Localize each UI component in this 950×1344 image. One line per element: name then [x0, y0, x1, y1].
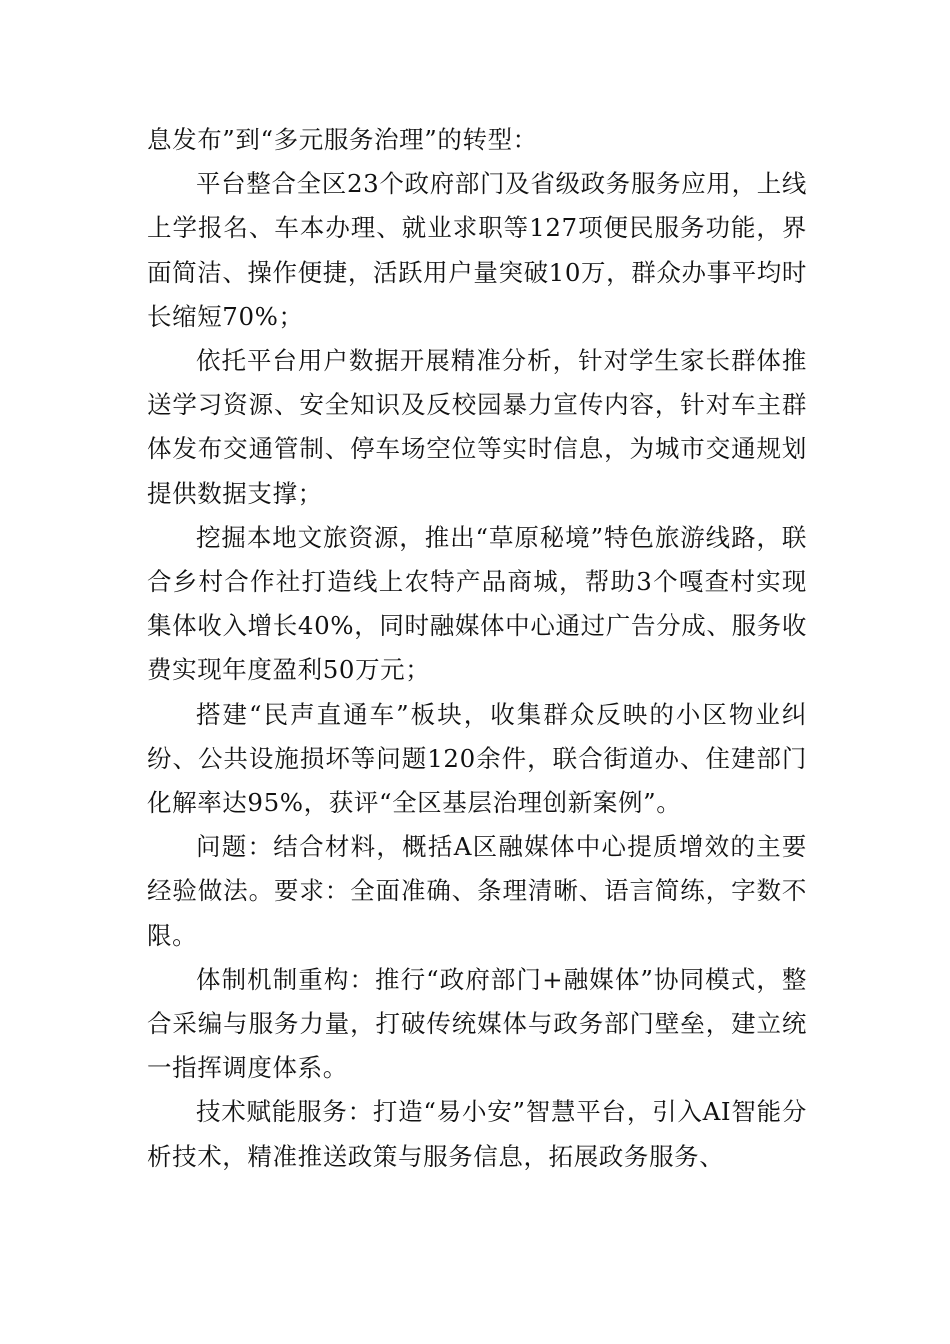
document-body [147, 118, 807, 1179]
answer-point-1: 体制机制重构：推行“政府部门+融媒体”协同模式，整合采编与服务力量，打破传统媒体与政务部门壁垒，建立统一指挥调度体系。 [147, 964, 807, 1083]
answer-point-2: 技术赋能服务：打造“易小安”智慧平台，引入AI智能分析技术，精准推送政策与服务信息，拓展政务服务、 [147, 1097, 807, 1171]
paragraph-4: 挖掘本地文旅资源，推出“草原秘境”特色旅游线路，联合乡村合作社打造线上农特产品商城，帮助3个嘎查村实现集体收入增长40%，同时融媒体中心通过广告分成、服务收费实现年度盈利50万元； [147, 522, 807, 685]
paragraph-2: 平台整合全区23个政府部门及省级政务服务应用，上线上学报名、车本办理、就业求职等127项便民服务功能，界面简洁、操作便捷，活跃用户量突破10万，群众办事平均时长缩短70%； [147, 169, 807, 331]
question-paragraph: 问题：结合材料，概括A区融媒体中心提质增效的主要经验做法。要求：全面准确、条理清晰、语言简练，字数不限。 [147, 832, 807, 950]
paragraph-3: 依托平台用户数据开展精准分析，针对学生家长群体推送学习资源、安全知识及反校园暴力宣传内容，针对车主群体发布交通管制、停车场空位等实时信息，为城市交通规划提供数据支撑； [147, 346, 807, 508]
paragraph-1: 息发布”到“多元服务治理”的转型： [147, 125, 538, 154]
paragraph-5: 搭建“民声直通车”板块，收集群众反映的小区物业纠纷、公共设施损坏等问题120余件，联合街道办、住建部门化解率达95%，获评“全区基层治理创新案例”。 [147, 699, 807, 818]
